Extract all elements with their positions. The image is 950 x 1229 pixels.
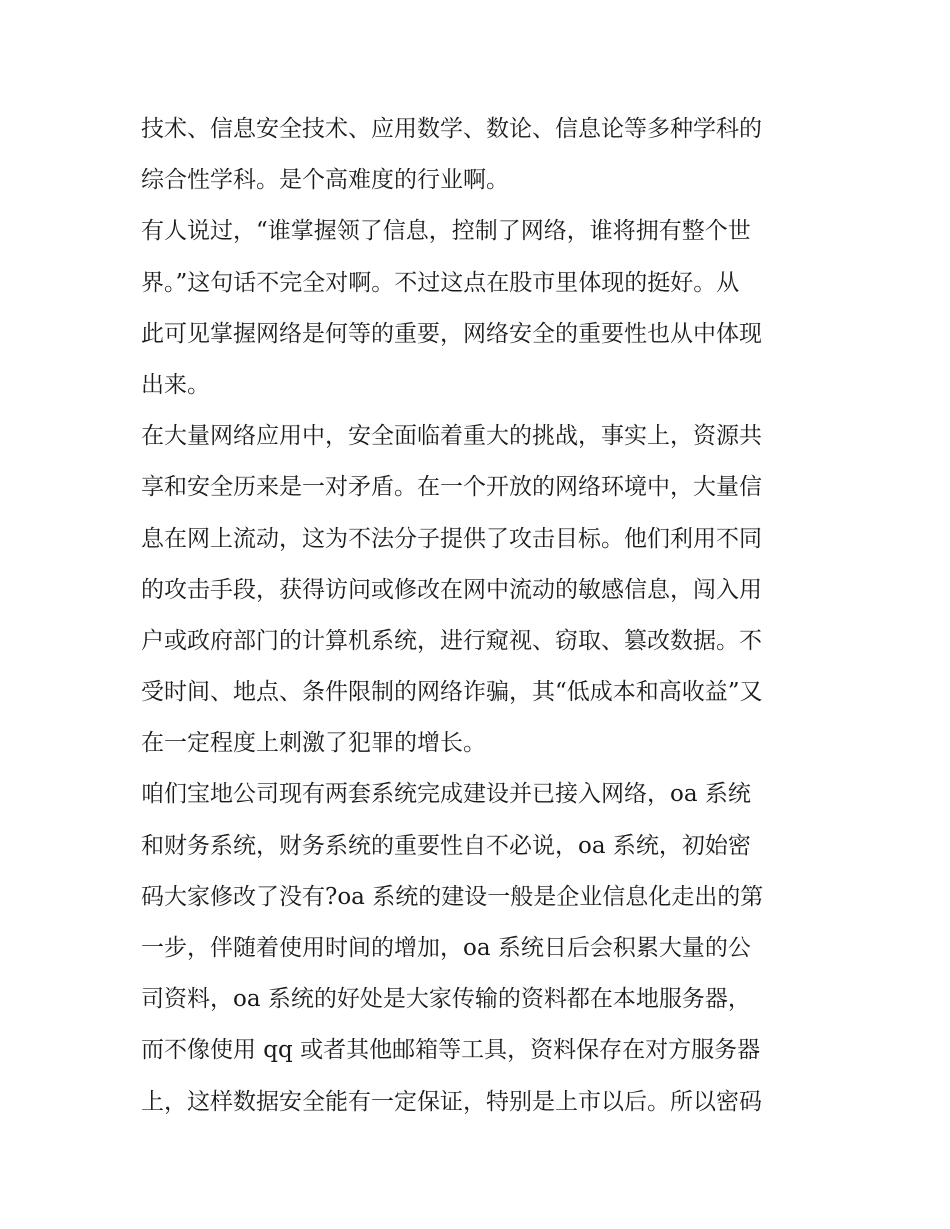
text-line: 此可见掌握网络是何等的重要，网络安全的重要性也从中体现 [141, 320, 762, 347]
text-line: 的攻击手段，获得访问或修改在网中流动的敏感信息，闯入用 [141, 576, 762, 603]
document-body [141, 109, 821, 1133]
text-line: 界。”这句话不完全对啊。不过这点在股市里体现的挺好。从 [141, 269, 740, 296]
text-line: 和财务系统，财务系统的重要性自不必说，oa 系统，初始密 [141, 832, 751, 859]
text-line: 出来。 [141, 371, 210, 398]
text-line: 司资料，oa 系统的好处是大家传输的资料都在本地服务器， [141, 986, 751, 1013]
text-line: 有人说过，“谁掌握领了信息，控制了网络，谁将拥有整个世 [141, 218, 751, 245]
text-line: 而不像使用 qq 或者其他邮箱等工具，资料保存在对方服务器 [141, 1037, 761, 1064]
text-line: 息在网上流动，这为不法分子提供了攻击目标。他们利用不同 [141, 525, 762, 552]
text-line: 在大量网络应用中，安全面临着重大的挑战，事实上，资源共 [141, 423, 762, 450]
text-line: 享和安全历来是一对矛盾。在一个开放的网络环境中，大量信 [141, 474, 762, 501]
text-line: 技术、信息安全技术、应用数学、数论、信息论等多种学科的 [141, 116, 762, 142]
text-line: 户或政府部门的计算机系统，进行窥视、窃取、篡改数据。不 [141, 627, 762, 654]
text-line: 受时间、地点、条件限制的网络诈骗，其“低成本和高收益”又 [141, 679, 763, 706]
text-line: 上，这样数据安全能有一定保证，特别是上市以后。所以密码 [141, 1088, 762, 1115]
text-line: 在一定程度上刺激了犯罪的增长。 [141, 730, 486, 757]
text-line: 一步，伴随着使用时间的增加，oa 系统日后会积累大量的公 [141, 935, 751, 961]
text-line: 综合性学科。是个高难度的行业啊。 [141, 167, 509, 194]
text-line: 码大家修改了没有?oa 系统的建设一般是企业信息化走出的第 [141, 883, 764, 910]
text-line: 咱们宝地公司现有两套系统完成建设并已接入网络，oa 系统 [141, 781, 751, 808]
